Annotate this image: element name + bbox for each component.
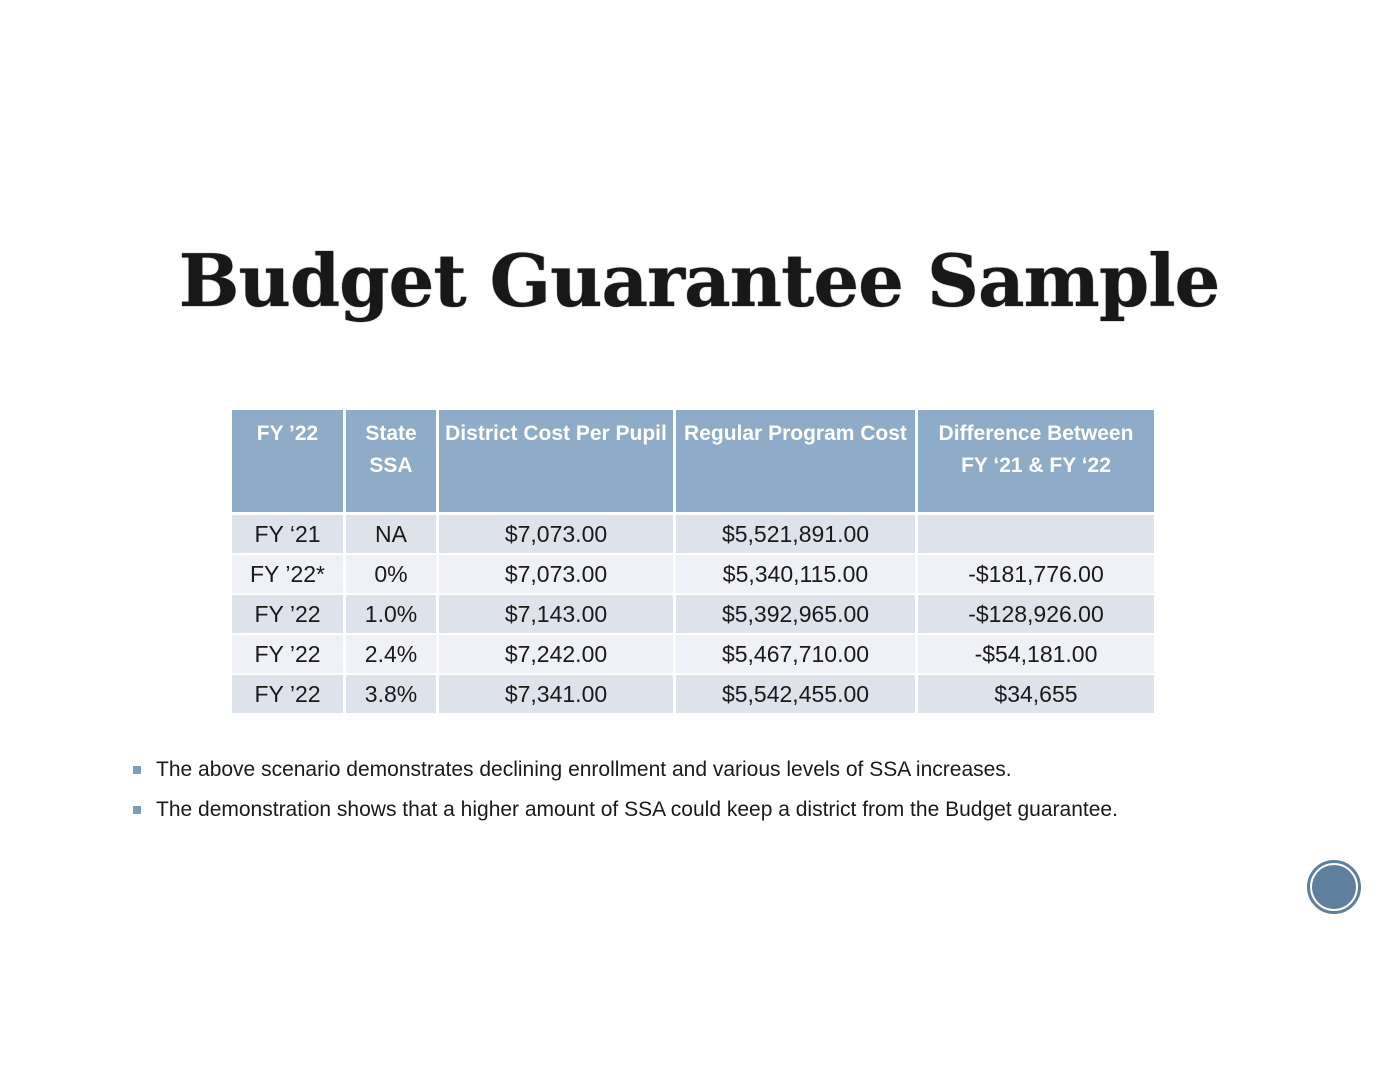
cell-difference: -$54,181.00 <box>918 635 1154 675</box>
bullet-item <box>133 758 1181 783</box>
cell-fy: FY ’22 <box>232 595 346 635</box>
cell-fy: FY ‘21 <box>232 515 346 555</box>
cell-program-cost: $5,467,710.00 <box>676 635 918 675</box>
cell-ssa: 2.4% <box>346 635 439 675</box>
table-row <box>232 555 1154 595</box>
budget-guarantee-table <box>232 410 1154 715</box>
cell-fy: FY ’22* <box>232 555 346 595</box>
cell-ssa: 0% <box>346 555 439 595</box>
bullet-text: The above scenario demonstrates declining enrollment and various levels of SSA increases. <box>156 758 1012 781</box>
table-row <box>232 675 1154 715</box>
cell-difference: -$128,926.00 <box>918 595 1154 635</box>
cell-difference <box>918 515 1154 555</box>
cell-ssa: NA <box>346 515 439 555</box>
cell-ssa: 3.8% <box>346 675 439 715</box>
col-header-state-ssa: State SSA <box>346 410 439 515</box>
col-header-regular-program-cost: Regular Program Cost <box>676 410 918 515</box>
bullet-list <box>133 758 1181 838</box>
slide-number-circle-ornament <box>1307 860 1361 914</box>
cell-cost-per-pupil: $7,242.00 <box>439 635 676 675</box>
cell-fy: FY ’22 <box>232 635 346 675</box>
cell-difference: $34,655 <box>918 675 1154 715</box>
cell-program-cost: $5,521,891.00 <box>676 515 918 555</box>
cell-cost-per-pupil: $7,341.00 <box>439 675 676 715</box>
cell-cost-per-pupil: $7,143.00 <box>439 595 676 635</box>
col-header-difference: Difference Between FY ‘21 & FY ‘22 <box>918 410 1154 515</box>
cell-fy: FY ’22 <box>232 675 346 715</box>
table-row <box>232 595 1154 635</box>
bullet-item <box>133 798 1181 823</box>
slide-title: Budget Guarantee Sample <box>178 238 1220 323</box>
bullet-text: The demonstration shows that a higher amount of SSA could keep a district from the Budget guarantee. <box>156 797 1118 821</box>
table-header-row <box>232 410 1154 515</box>
circle-fill <box>1312 865 1356 909</box>
table-row <box>232 635 1154 675</box>
cell-difference: -$181,776.00 <box>918 555 1154 595</box>
cell-cost-per-pupil: $7,073.00 <box>439 515 676 555</box>
cell-cost-per-pupil: $7,073.00 <box>439 555 676 595</box>
cell-program-cost: $5,542,455.00 <box>676 675 918 715</box>
bullet-square-icon <box>133 806 141 814</box>
cell-program-cost: $5,340,115.00 <box>676 555 918 595</box>
col-header-district-cost-per-pupil: District Cost Per Pupil <box>439 410 676 515</box>
col-header-fy: FY ’22 <box>232 410 346 515</box>
table-row <box>232 515 1154 555</box>
cell-ssa: 1.0% <box>346 595 439 635</box>
bullet-square-icon <box>133 766 141 774</box>
cell-program-cost: $5,392,965.00 <box>676 595 918 635</box>
